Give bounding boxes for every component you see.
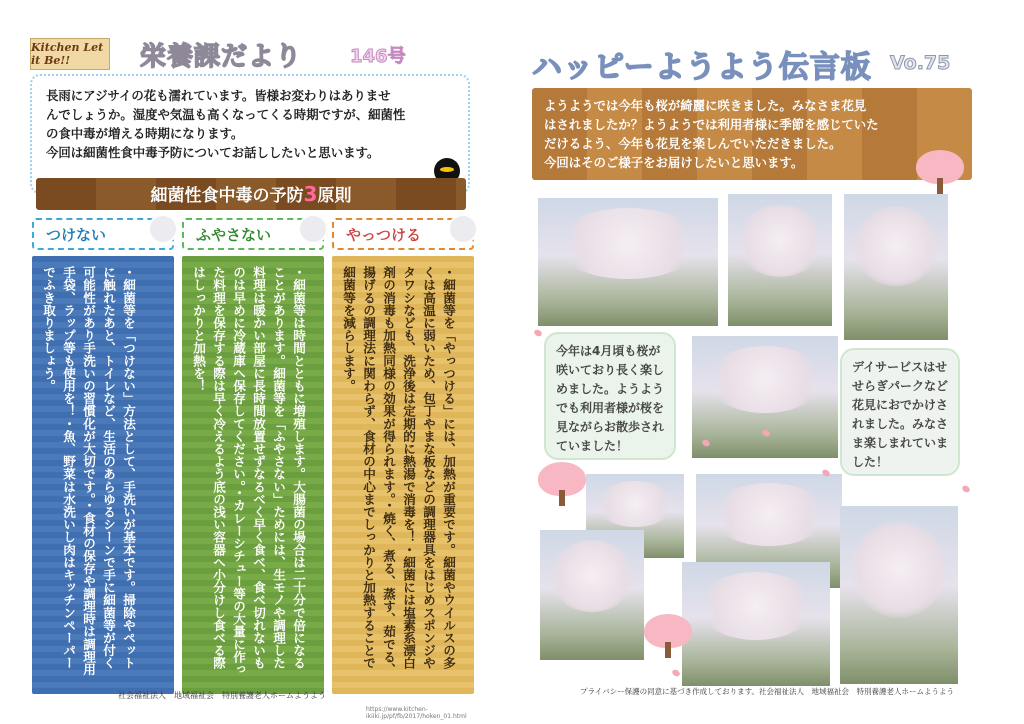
cherry-blossom-photo	[692, 336, 838, 458]
column-heading: つけない	[32, 218, 174, 250]
right-footer: プライバシー保護の同意に基づき作成しております。社会福祉法人 地域福祉会 特別養護老人ホームようよう	[580, 687, 955, 696]
cherry-blossom-photo	[840, 506, 958, 684]
cherry-blossom-photo	[538, 198, 718, 326]
column-text: ・細菌等を「やっつける」には、加熱が重要です。細菌やウイルスの多くは高温に弱いため、包丁やまな板などの調理器具をはじめスポンジやタワシなども、洗浄後は定期的に熱湯で消毒を！・細菌には塩素系漂白剤の消毒も加熱同様の効果が得られます。・焼く、煮る、蒸す、茹でる、揚げるの調理法に関わらず、食材の中心までしっかりと加熱することで細菌等を減らします。	[341, 266, 456, 676]
section-banner	[36, 178, 466, 210]
column-fuyasanai	[182, 218, 324, 694]
message-board-page	[522, 30, 982, 700]
hand-wash-icon	[148, 214, 178, 244]
cherry-blossom-photo	[540, 530, 644, 660]
board-intro-line: ようようでは今年も桜が綺麗に咲きました。みなさま花見	[544, 98, 867, 113]
cherry-blossom-photo	[844, 194, 948, 340]
nutrition-newsletter-page	[22, 30, 480, 720]
message-bubble: 今年は4月頃も桜が咲いており長く楽しめました。ようようでも利用者様が桜を見ながらお散歩されていました！	[544, 332, 676, 460]
intro-box	[30, 74, 470, 194]
cherry-blossom-photo	[682, 562, 830, 686]
message-bubble: デイサービスはせせらぎパークなど花見におでかけされました。みなさま楽しまれていました！	[840, 348, 960, 476]
source-url: https://www.kitchen-ikiiki.jp/pf/fb/2017/hoken_01.html	[366, 706, 467, 720]
sakura-tree-icon	[640, 614, 696, 658]
intro-line: 今回は細菌性食中毒予防についてお話ししたいと思います。	[46, 145, 380, 160]
intro-line: 長雨にアジサイの花も濡れています。皆様お変わりはありませ	[46, 88, 391, 103]
banner-number: 3	[303, 182, 318, 206]
board-title: ハッピーようよう伝言板	[532, 50, 872, 85]
kitchen-logo	[30, 38, 110, 70]
issue-number: 146号	[350, 46, 406, 67]
column-body	[182, 256, 324, 694]
intro-line: の食中毒が増える時期になります。	[46, 126, 244, 141]
sakura-tree-icon	[912, 150, 968, 194]
fridge-icon	[298, 214, 328, 244]
sakura-tree-icon	[534, 462, 590, 506]
board-intro-line: 今回はそのご様子をお届けしたいと思います。	[544, 155, 804, 170]
column-heading: やっつける	[332, 218, 474, 250]
column-text: ・細菌等を「つけない」方法として、手洗いが基本です。掃除やペットに触れたあと、トイレなど、生活のあらゆるシーンで手に細菌等が付く可能性があり手洗いの習慣化が大切です。・食材の保存や調理時は調理用手袋、ラップ等も使用を！・魚、野菜は水洗いし肉はキッチンペーパーでふき取りましょう。	[41, 266, 136, 676]
board-intro-line: はされましたか？ようようでは利用者様に季節を感じていた	[544, 117, 879, 132]
board-intro-line: だけるよう、今年も花見を楽しんでいただきました。	[544, 136, 842, 151]
banner-prefix: 細菌性食中毒の予防	[150, 186, 304, 206]
intro-line: んでしょうか。湿度や気温も高くなってくる時期ですが、細菌性	[46, 107, 406, 122]
column-body	[332, 256, 474, 694]
column-heading: ふやさない	[182, 218, 324, 250]
frying-pan-icon	[448, 214, 478, 244]
left-footer: 社会福祉法人 地域福祉会 特別養護老人ホームようよう	[118, 691, 326, 700]
logo-text: Kitchen Let it Be!!	[31, 41, 104, 67]
newsletter-title: 栄養課だより	[140, 42, 303, 72]
banner-suffix: 原則	[317, 186, 352, 206]
column-tsukenai	[32, 218, 174, 694]
volume-number: Vo.75	[890, 52, 951, 74]
board-intro	[532, 88, 972, 180]
column-body	[32, 256, 174, 694]
column-yattsukeru	[332, 218, 474, 694]
cherry-blossom-photo	[728, 194, 832, 326]
column-text: ・細菌等は時間とともに増殖します。大腸菌の場合は二十分で倍になることがあります。細菌等を「ふやさない」ためには、生モノや調理した料理は暖かい部屋に長時間放置せずなるべく早く食べ、食べ切れないものは早めに冷蔵庫へ保存してください。・カレーシチュー等の大量に作った料理を保存する際は早く冷えるよう底の浅い容器へ小分けし食べる際はしっかりと加熱を！	[191, 266, 306, 676]
